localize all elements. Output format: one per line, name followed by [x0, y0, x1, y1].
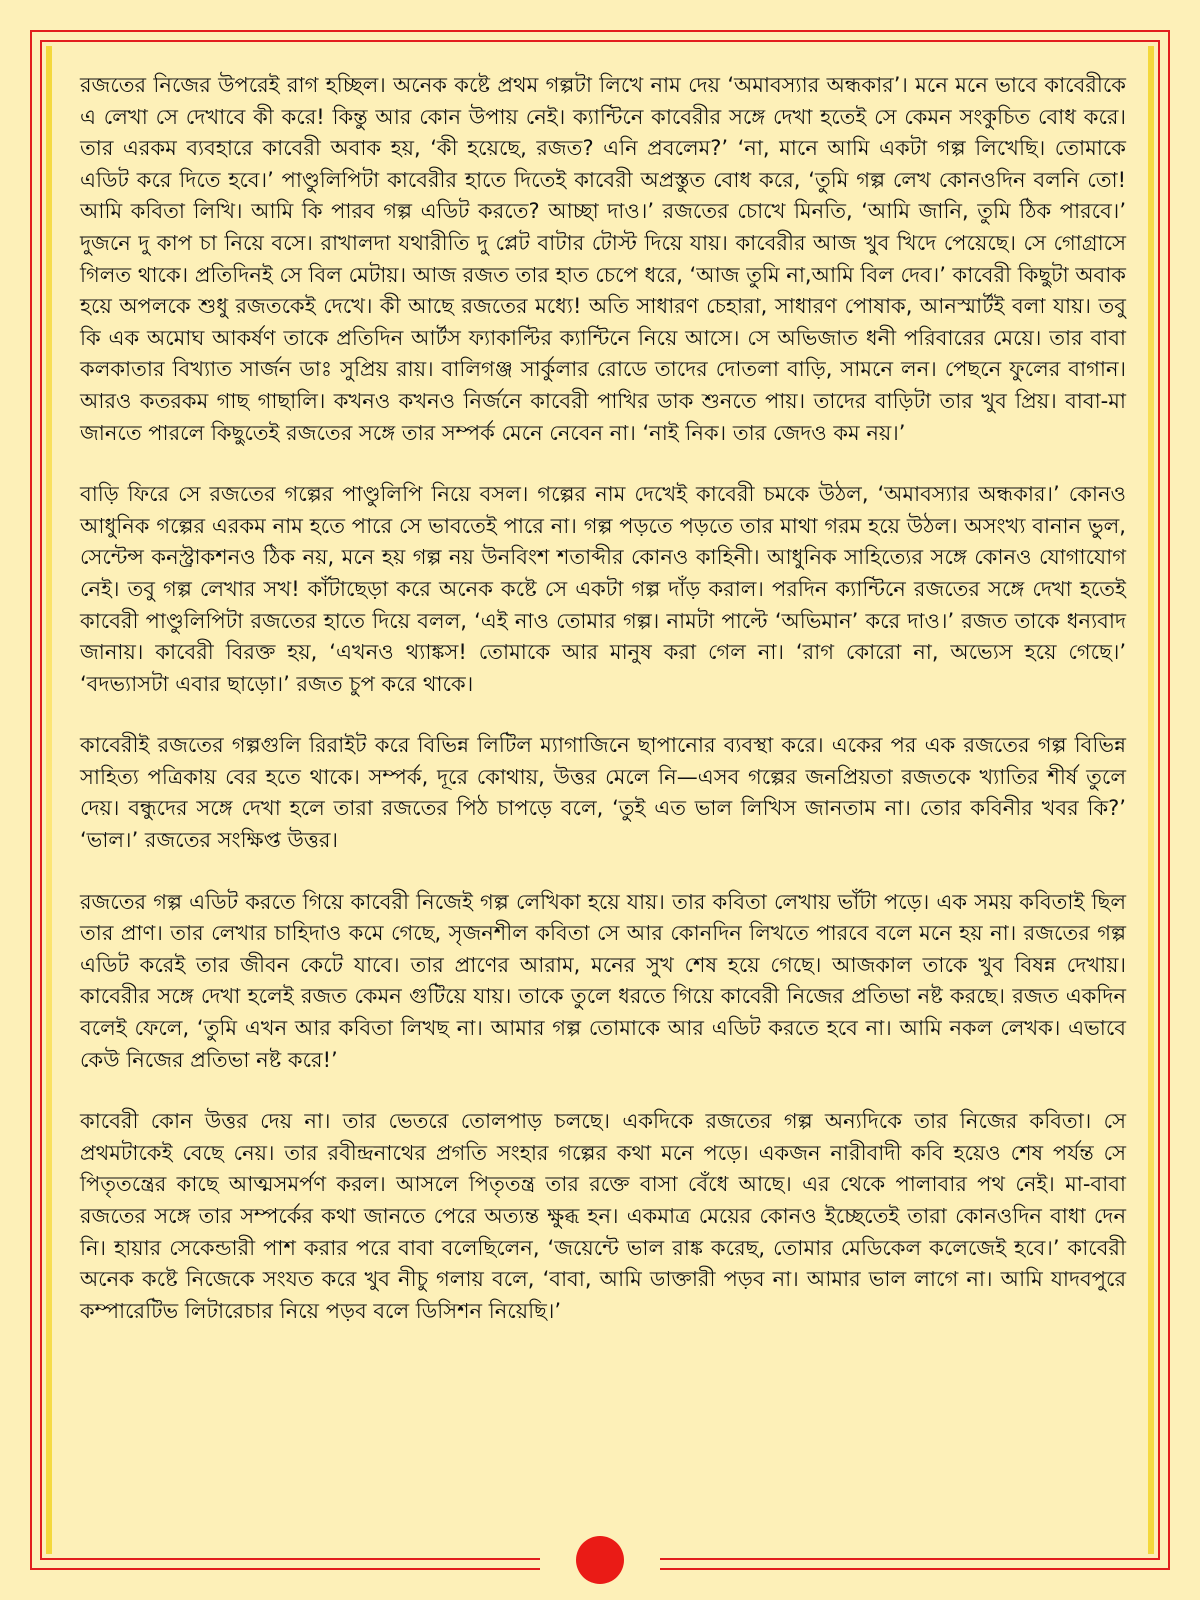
- story-paragraph-4: রজতের গল্প এডিট করতে গিয়ে কাবেরী নিজেই গল্প লেখিকা হয়ে যায়। তার কবিতা লেখায় ভাঁটা পড়ে। এক সময় কবিতাই ছিল তার প্রাণ। তার লেখার চাহিদাও কমে গেছে, সৃজনশীল কবিতা সে আর কোনদিন লিখতে পারবে বলে মনে হয় না। রজতের গল্প এডিট করেই তার জীবন কেটে যাবে। তার প্রাণের আরাম, মনের সুখ শেষ হয়ে গেছে। আজকাল তাকে খুব বিষন্ন দেখায়। কাবেরীর সঙ্গে দেখা হলেই রজত কেমন গুটিয়ে যায়। তাকে তুলে ধরতে গিয়ে কাবেরী নিজের প্রতিভা নষ্ট করছে। রজত একদিন বলেই ফেলে, ‘তুমি এখন আর কবিতা লিখছ না। আমার গল্প তোমাকে আর এডিট করতে হবে না। আমি নকল লেখক। এভাবে কেউ নিজের প্রতিভা নষ্ট করে!’: [80, 889, 1126, 1072]
- story-paragraph-5: কাবেরী কোন উত্তর দেয় না। তার ভেতরে তোলপাড় চলছে। একদিকে রজতের গল্প অন্যদিকে তার নিজের কবিতা। সে প্রথমটাকেই বেছে নেয়। তার রবীন্দ্রনাথের প্রগতি সংহার গল্পের কথা মনে পড়ে। একজন নারীবাদী কবি হয়েও শেষ পর্যন্ত সে পিতৃতন্ত্রের কাছে আত্মসমর্পণ করল। আসলে পিতৃতন্ত্র তার রক্তে বাসা বেঁধে আছে। এর থেকে পালাবার পথ নেই। মা-বাবা রজতের সঙ্গে তার সম্পর্কের কথা জানতে পেরে অত্যন্ত ক্ষুব্ধ হন। একমাত্র মেয়ের কোনও ইচ্ছেতেই তারা কোনওদিন বাধা দেন নি। হায়ার সেকেন্ডারী পাশ করার পরে বাবা বলেছিলেন, ‘জয়েন্টে ভাল রাঙ্ক করেছ, তোমার মেডিকেল কলেজেই হবে।’ কাবেরী অনেক কষ্টে নিজেকে সংযত করে খুব নীচু গলায় বলে, ‘বাবা, আমি ডাক্তারী পড়ব না। আমার ভাল লাগে না। আমি যাদবপুরে কম্পারেটিভ লিটারেচার নিয়ে পড়ব বলে ডিসিশন নিয়েছি।’: [80, 1109, 1126, 1323]
- story-body: [80, 70, 1126, 1357]
- story-paragraph-3: কাবেরীই রজতের গল্পগুলি রিরাইট করে বিভিন্ন লিটিল ম্যাগাজিনে ছাপানোর ব্যবস্থা করে। একের পর এক রজতের গল্প বিভিন্ন সাহিত্য পত্রিকায় বের হতে থাকে। সম্পর্ক, দূরে কোথায়, উত্তর মেলে নি—এসব গল্পের জনপ্রিয়তা রজতকে খ্যাতির শীর্ষ তুলে দেয়। বন্ধুদের সঙ্গে দেখা হলে তারা রজতের পিঠ চাপড়ে বলে, ‘তুই এত ভাল লিখিস জানতাম না। তোর কবিনীর খবর কি?’ ‘ভাল।’ রজতের সংক্ষিপ্ত উত্তর।: [80, 733, 1126, 853]
- story-paragraph-2: বাড়ি ফিরে সে রজতের গল্পের পাণ্ডুলিপি নিয়ে বসল। গল্পের নাম দেখেই কাবেরী চমকে উঠল, ‘অমাবস্যার অন্ধকার।’ কোনও আধুনিক গল্পের এরকম নাম হতে পারে সে ভাবতেই পারে না। গল্প পড়তে পড়তে তার মাথা গরম হয়ে উঠল। অসংখ্য বানান ভুল, সেন্টেন্স কনস্ট্রাকশনও ঠিক নয়, মনে হয় গল্প নয় উনবিংশ শতাব্দীর কোনও কাহিনী। আধুনিক সাহিত্যের সঙ্গে কোনও যোগাযোগ নেই। তবু গল্প লেখার সখ! কাঁটাছেড়া করে অনেক কষ্টে সে একটা গল্প দাঁড় করাল। পরদিন ক্যান্টিনে রজতের সঙ্গে দেখা হতেই কাবেরী পাণ্ডুলিপিটা রজতের হাতে দিয়ে বলল, ‘এই নাও তোমার গল্প। নামটা পাল্টে ‘অভিমান’ করে দাও।’ রজত তাকে ধন্যবাদ জানায়। কাবেরী বিরক্ত হয়, ‘এখনও থ্যাঙ্কস! তোমাকে আর মানুষ করা গেল না। ‘রাগ কোরো না, অভ্যেস হয়ে গেছে।’ ‘বদভ্যাসটা এবার ছাড়ো।’ রজত চুপ করে থাকে।: [80, 482, 1126, 696]
- red-circle-ornament: [576, 1536, 624, 1584]
- page-border-right-bar: [1148, 46, 1154, 1554]
- story-paragraph-1: রজতের নিজের উপরেই রাগ হচ্ছিল। অনেক কষ্টে প্রথম গল্পটা লিখে নাম দেয় ‘অমাবস্যার অন্ধকার’। মনে মনে ভাবে কাবেরীকে এ লেখা সে দেখাবে কী করে! কিন্তু আর কোন উপায় নেই। ক্যান্টিনে কাবেরীর সঙ্গে দেখা হতেই সে কেমন সংকুচিত বোধ করে। তার এরকম ব্যবহারে কাবেরী অবাক হয়, ‘কী হয়েছে, রজত? এনি প্রবলেম?’ ‘না, মানে আমি একটা গল্প লিখেছি। তোমাকে এডিট করে দিতে হবে।’ পাণ্ডুলিপিটা কাবেরীর হাতে দিতেই কাবেরী অপ্রস্তুত বোধ করে, ‘তুমি গল্প লেখ কোনওদিন বলনি তো! আমি কবিতা লিখি। আমি কি পারব গল্প এডিট করতে? আচ্ছা দাও।’ রজতের চোখে মিনতি, ‘আমি জানি, তুমি ঠিক পারবে।’ দুজনে দু কাপ চা নিয়ে বসে। রাখালদা যথারীতি দু প্লেট বাটার টোস্ট দিয়ে যায়। কাবেরীর আজ খুব খিদে পেয়েছে। সে গোগ্রাসে গিলত থাকে। প্রতিদিনই সে বিল মেটায়। আজ রজত তার হাত চেপে ধরে, ‘আজ তুমি না,আমি বিল দেব।’ কাবেরী কিছুটা অবাক হয়ে অপলকে শুধু রজতকেই দেখে। কী আছে রজতের মধ্যে! অতি সাধারণ চেহারা, সাধারণ পোষাক, আনস্মার্টই বলা যায়। তবু কি এক অমোঘ আকর্ষণ তাকে প্রতিদিন আর্টস ফ্যাকাল্টির ক্যান্টিনে নিয়ে আসে। সে অভিজাত ধনী পরিবারের মেয়ে। তার বাবা কলকাতার বিখ্যাত সার্জন ডাঃ সুপ্রিয় রায়। বালিগঞ্জ সার্কুলার রোডে তাদের দোতলা বাড়ি, সামনে লন। পেছনে ফুলের বাগান। আরও কতরকম গাছ গাছালি। কখনও কখনও নির্জনে কাবেরী পাখির ডাক শুনতে পায়। তাদের বাড়িটা তার খুব প্রিয়। বাবা-মা জানতে পারলে কিছুতেই রজতের সঙ্গে তার সম্পর্ক মেনে নেবেন না। ‘নাই নিক। তার জেদও কম নয়।’: [80, 73, 1126, 445]
- page-border-left-bar: [46, 46, 52, 1554]
